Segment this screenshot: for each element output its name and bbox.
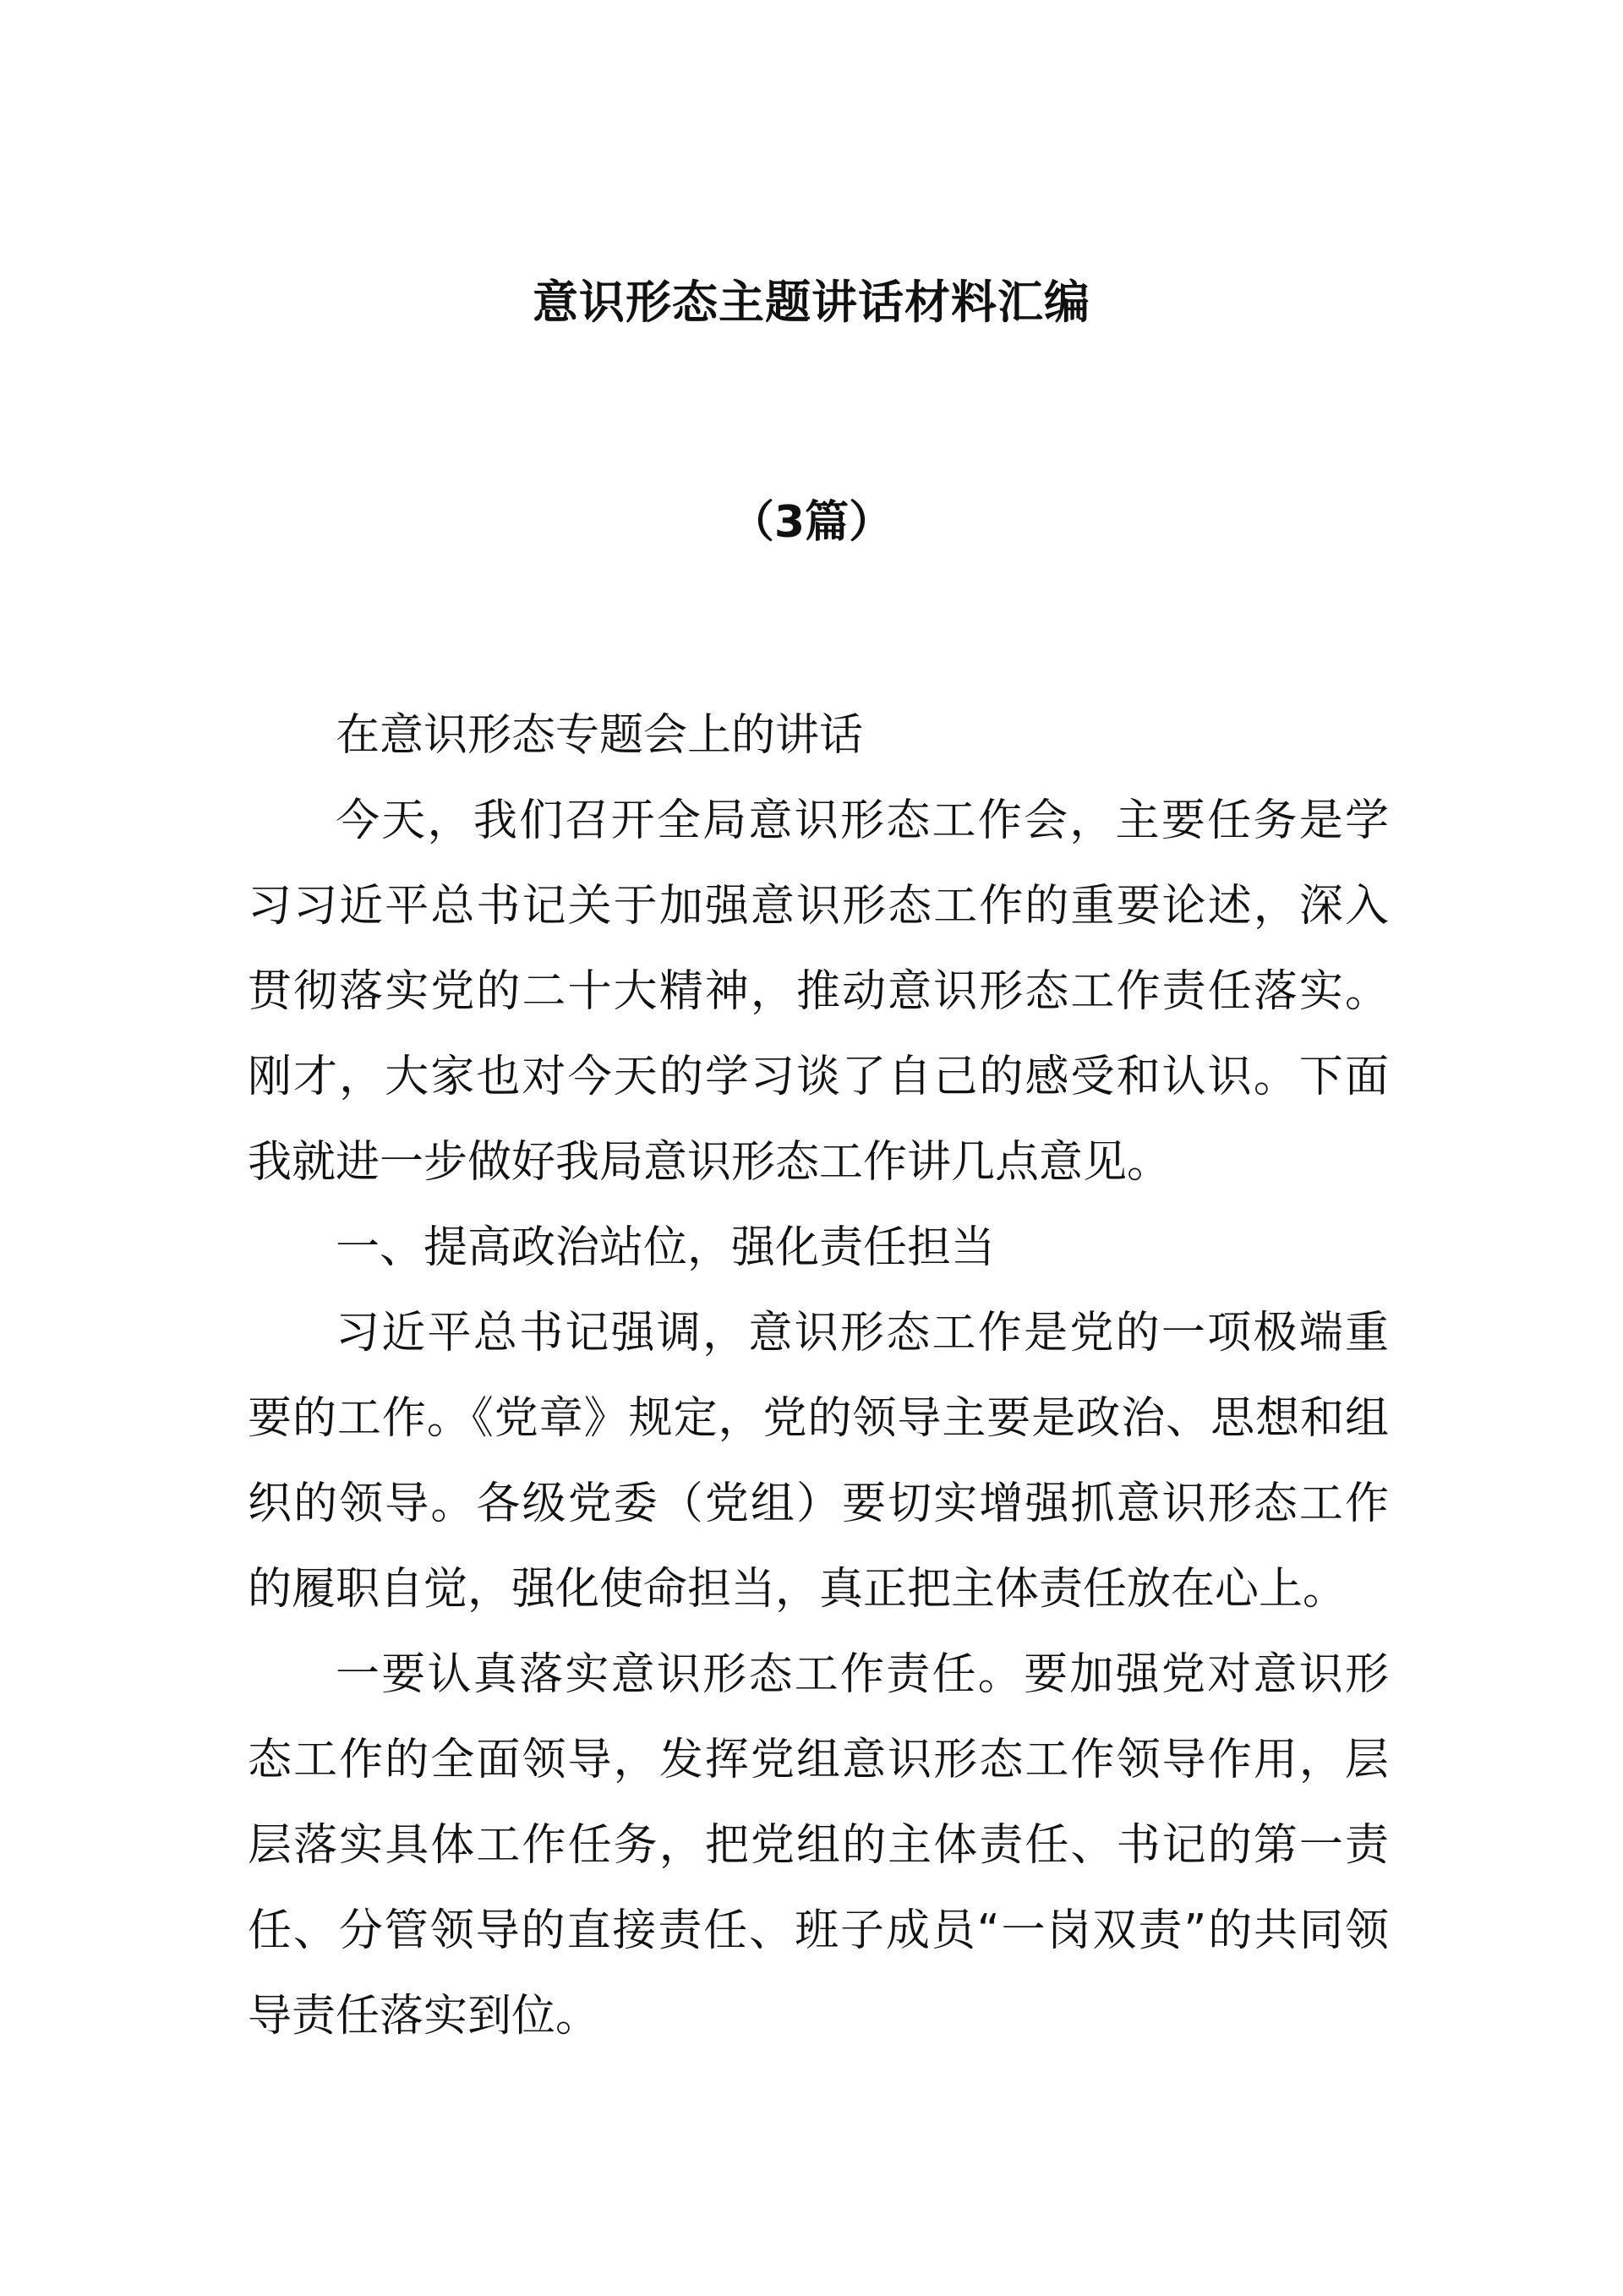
body-paragraph-1: 习近平总书记强调，意识形态工作是党的一项极端重要的工作。《党章》规定，党的领导主要是政治、思想和组织的领导。各级党委（党组）要切实增强抓意识形态工作的履职自觉，强化使命担当，真正把主体责任放在心上。 bbox=[248, 1308, 1389, 1615]
section-heading-1: 一、提高政治站位，强化责任担当 bbox=[336, 1222, 996, 1273]
document-title: 意识形态主题讲话材料汇编 bbox=[533, 276, 1090, 329]
document-body bbox=[248, 693, 1389, 2059]
intro-paragraph: 今天，我们召开全局意识形态工作会，主要任务是学习习近平总书记关于加强意识形态工作的重要论述，深入贯彻落实党的二十大精神，推动意识形态工作责任落实。刚才，大家也对今天的学习谈了自己的感受和认识。下面我就进一步做好我局意识形态工作讲几点意见。 bbox=[248, 795, 1389, 1188]
body-paragraph-2: 一要认真落实意识形态工作责任。要加强党对意识形态工作的全面领导，发挥党组意识形态工作领导作用，层层落实具体工作任务，把党组的主体责任、书记的第一责任、分管领导的直接责任、班子成员“一岗双责”的共同领导责任落实到位。 bbox=[248, 1649, 1389, 2042]
speech-heading: 在意识形态专题会上的讲话 bbox=[336, 710, 864, 761]
document-subtitle: （3篇） bbox=[730, 497, 893, 548]
